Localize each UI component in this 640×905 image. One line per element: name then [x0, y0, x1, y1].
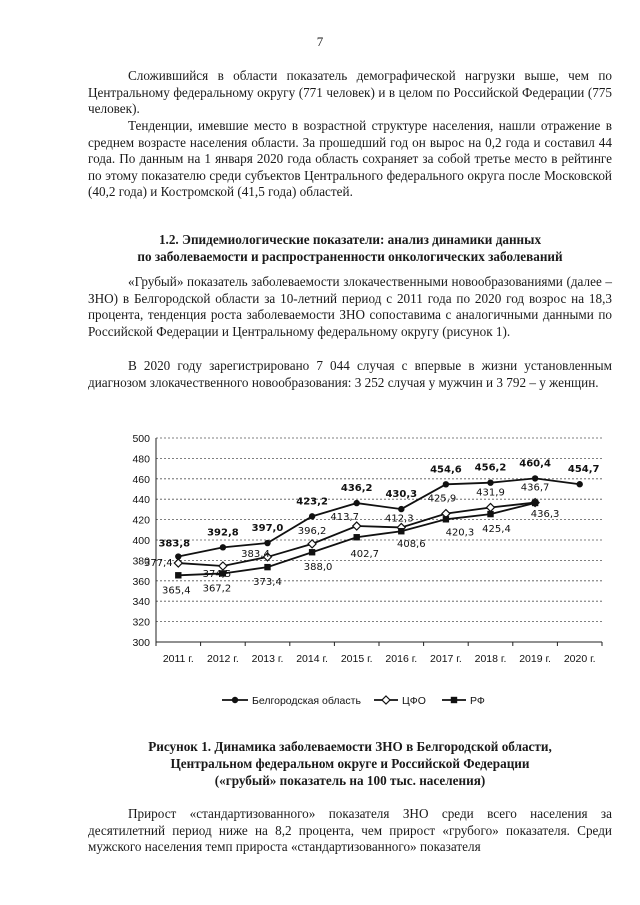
section-heading-line2: по заболеваемости и распространенности онкологических заболеваний	[137, 249, 563, 264]
paragraph-registered-cases: В 2020 году зарегистрировано 7 044 случая с впервые в жизни установленным диагнозом злокачественного новообразования: 3 252 случая у мужчин и 3 792 – у женщин.	[88, 358, 612, 390]
paragraph-demographic-load: Сложившийся в области показатель демографической нагрузки выше, чем по Центральному федеральному округу (771 человек) и в целом по Российской Федерации (775 человек).	[88, 68, 612, 117]
data-label-s2-2: 374,5	[202, 569, 232, 581]
data-label-s2-8: 431,9	[476, 487, 505, 499]
incidence-line-chart	[112, 418, 616, 724]
point-belgorod-4	[309, 513, 315, 519]
point-cfo-8	[487, 503, 495, 511]
y-tick-label-340: 340	[132, 596, 150, 609]
legend-label-2: ЦФО	[402, 695, 426, 707]
data-label-s3-7: 420,3	[445, 527, 475, 539]
section-heading-line1: 1.2. Эпидемиологические показатели: анализ динамики данных	[158, 232, 542, 247]
data-label-s2-5: 413,7	[330, 512, 360, 524]
legend-marker-cfo	[382, 696, 390, 704]
data-label-s1-5: 436,2	[340, 483, 373, 495]
data-label-s3-8: 425,4	[482, 524, 511, 536]
y-tick-label-460: 460	[132, 473, 150, 486]
y-tick-label-380: 380	[132, 555, 150, 568]
paragraph-standardized-rate: Прирост «стандартизованного» показателя ЗНО среди всего населения за десятилетний период ниже на 8,2 процента, чем прирост «грубого» показателя. Среди мужского населения темп прироста «стандартизованного» показателя	[88, 806, 612, 855]
data-label-s3-3: 373,4	[253, 577, 282, 589]
point-belgorod-8	[487, 479, 493, 485]
data-label-s3-5: 402,7	[350, 549, 380, 561]
point-rf-5	[354, 534, 360, 540]
point-belgorod-6	[398, 506, 404, 512]
point-rf-1	[175, 572, 181, 578]
data-label-s1-9: 460,4	[519, 458, 551, 470]
data-label-s3-2: 367,2	[202, 583, 232, 595]
point-rf-3	[264, 564, 270, 570]
data-label-s2-3: 383,4	[241, 548, 270, 560]
figure-caption-line1: Рисунок 1. Динамика заболеваемости ЗНО в Белгородской области,	[148, 739, 552, 754]
y-tick-label-440: 440	[132, 494, 150, 507]
data-label-s1-4: 423,2	[296, 496, 328, 508]
series-line-1	[178, 478, 579, 556]
chart-legend	[222, 695, 485, 707]
point-belgorod-10	[577, 481, 583, 487]
point-rf-8	[487, 511, 493, 517]
data-label-s1-7: 454,6	[430, 464, 462, 476]
point-belgorod-7	[443, 481, 449, 487]
legend-marker-rf	[451, 697, 457, 703]
y-tick-label-300: 300	[132, 637, 150, 649]
y-tick-label-400: 400	[132, 535, 150, 547]
data-label-s2-7: 425,9	[427, 493, 457, 505]
x-tick-label-10: 2020 г.	[563, 653, 596, 665]
data-label-s1-8: 456,2	[474, 462, 507, 474]
point-rf-7	[443, 516, 449, 522]
x-tick-label-1: 2011 г.	[162, 653, 194, 665]
data-label-s2-1: 377,4	[143, 558, 173, 570]
point-belgorod-3	[264, 540, 270, 546]
x-tick-label-2: 2012 г.	[207, 653, 239, 665]
data-label-s3-9: 436,3	[530, 508, 560, 520]
x-tick-label-5: 2015 г.	[340, 653, 373, 665]
data-label-s3-4: 388,0	[303, 562, 333, 574]
legend-marker-belgorod	[232, 697, 238, 703]
data-label-s3-6: 408,6	[396, 539, 426, 551]
x-tick-label-3: 2013 г.	[251, 653, 284, 665]
data-label-s2-9: 436,7	[520, 482, 550, 494]
x-tick-label-4: 2014 г.	[296, 653, 328, 665]
data-label-s1-6: 430,3	[385, 489, 418, 501]
y-tick-label-420: 420	[132, 514, 150, 527]
x-tick-label-8: 2018 г.	[474, 653, 507, 665]
point-belgorod-9	[532, 475, 538, 481]
legend-label-1: Белгородская область	[252, 695, 361, 707]
y-tick-label-320: 320	[132, 616, 150, 629]
data-label-s2-4: 396,2	[297, 525, 327, 537]
x-tick-label-6: 2016 г.	[385, 653, 418, 665]
x-tick-label-9: 2019 г.	[519, 653, 551, 665]
x-tick-label-7: 2017 г.	[430, 653, 462, 665]
paragraph-median-age: Тенденции, имевшие место в возрастной структуре населения, нашли отражение в среднем возрасте населения области. За прошедший год он вырос на 0,2 года и составил 44 года. По данным на 1 января 2020 года область сохраняет за собой третье место в рейтинге по этому показателю среди субъектов Центрального федерального округа после Московской (40,2 года) и Костромской (41,5 года) областей.	[88, 118, 612, 200]
point-cfo-4	[308, 540, 316, 548]
point-rf-4	[309, 549, 315, 555]
page-number: 7	[316, 34, 324, 49]
point-cfo-5	[353, 522, 361, 530]
paragraph-crude-incidence: «Грубый» показатель заболеваемости злокачественными новообразованиями (далее – ЗНО) в Белгородской области за 10-летний период с 2011 года по 2020 год возрос на 18,3 процента, тенденция роста заболеваемости ЗНО сопоставима с аналогичными данными по Российской Федерации и Центральному федеральному округу (рисунок 1).	[88, 274, 612, 339]
point-rf-6	[398, 528, 404, 534]
data-label-s3-1: 365,4	[161, 585, 191, 597]
data-label-s2-6: 412,3	[384, 513, 414, 525]
point-belgorod-5	[354, 500, 360, 506]
legend-label-3: РФ	[470, 695, 485, 707]
data-label-s1-3: 397,0	[251, 523, 284, 535]
figure-caption-line2: Центральном федеральном округе и Российской Федерации	[170, 756, 530, 771]
data-label-s1-2: 392,8	[207, 527, 239, 539]
y-tick-label-500: 500	[132, 433, 150, 445]
point-belgorod-2	[220, 544, 226, 550]
point-rf-9	[532, 500, 538, 506]
data-label-s1-1: 383,8	[158, 538, 191, 550]
y-tick-label-360: 360	[132, 575, 150, 588]
data-label-s1-10: 454,7	[567, 464, 600, 476]
figure-caption-line3: («грубый» показатель на 100 тыс. населения)	[214, 773, 486, 788]
y-tick-label-480: 480	[132, 453, 150, 466]
